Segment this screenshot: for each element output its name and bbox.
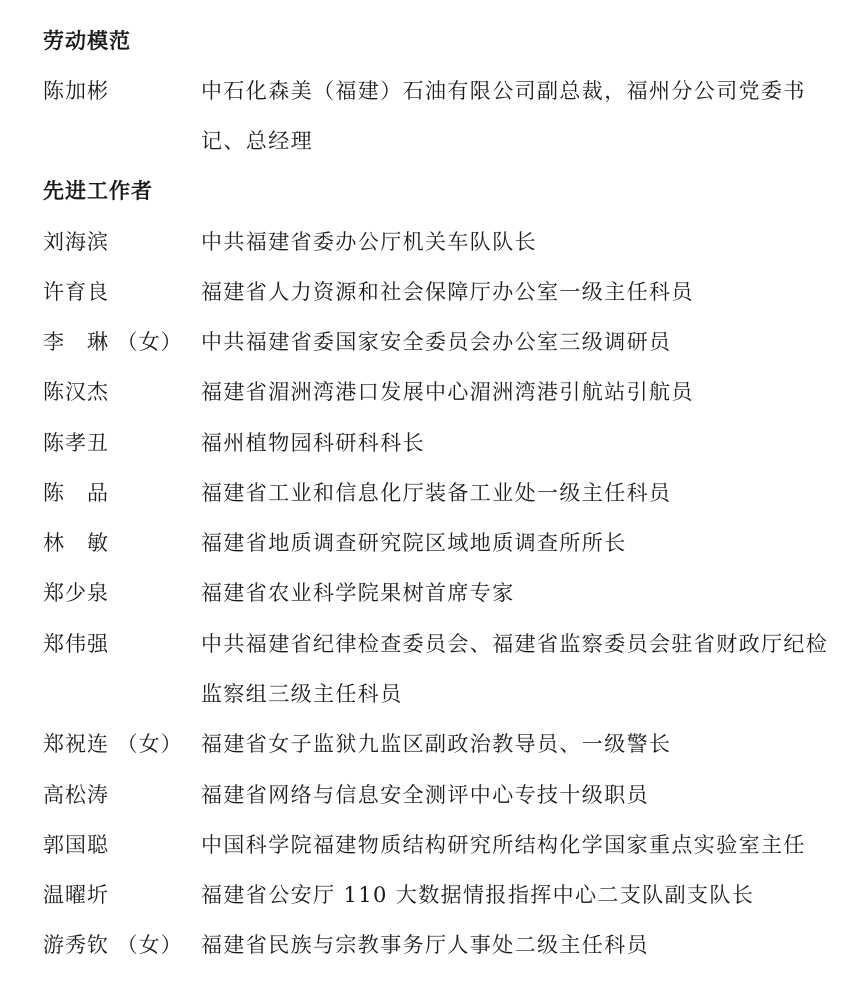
entry-title: 中共福建省纪律检查委员会、福建省监察委员会驻省财政厅纪检监察组三级主任科员: [201, 632, 829, 706]
entry-name: 郑祝连 （女）: [43, 732, 183, 756]
entry-title: 中共福建省委国家安全委员会办公室三级调研员: [201, 330, 672, 354]
entry-title: 福建省网络与信息安全测评中心专技十级职员: [201, 783, 649, 807]
entry-name: 陈加彬: [43, 79, 109, 103]
entry-name: 李 琳 （女）: [43, 330, 183, 354]
entry-title: 中国科学院福建物质结构研究所结构化学国家重点实验室主任: [201, 833, 806, 857]
entry-title: 中共福建省委办公厅机关车队队长: [201, 230, 537, 254]
entry-title: 福建省湄洲湾港口发展中心湄洲湾港引航站引航员: [201, 380, 694, 404]
entry-name: 陈孝丑: [43, 431, 109, 455]
entry-title: 福建省人力资源和社会保障厅办公室一级主任科员: [201, 280, 694, 304]
entry-name: 温曜圻: [43, 883, 109, 907]
entry-name: 游秀钦 （女）: [43, 933, 183, 957]
section-heading-model-workers: 劳动模范: [43, 29, 131, 53]
entry-title: 福建省农业科学院果树首席专家: [201, 581, 515, 605]
entry-title: 福建省民族与宗教事务厅人事处二级主任科员: [201, 933, 649, 957]
entry-title: 福州植物园科研科科长: [201, 431, 425, 455]
entry-title: 福建省公安厅 110 大数据情报指挥中心二支队副支队长: [201, 883, 755, 907]
entry-name: 陈 品: [43, 481, 109, 505]
entry-name: 陈汉杰: [43, 380, 109, 404]
entry-name: 林 敏: [43, 531, 109, 555]
entry-name: 高松涛: [43, 783, 109, 807]
entry-title: 福建省女子监狱九监区副政治教导员、一级警长: [201, 732, 672, 756]
entry-name: 刘海滨: [43, 230, 109, 254]
entry-name: 郑少泉: [43, 581, 109, 605]
entry-name: 郑伟强: [43, 632, 109, 656]
section-heading-advanced-workers: 先进工作者: [43, 179, 153, 203]
entry-title: 福建省地质调查研究院区域地质调查所所长: [201, 531, 627, 555]
entry-title: 中石化森美（福建）石油有限公司副总裁，福州分公司党委书记、总经理: [201, 79, 806, 153]
entry-title: 福建省工业和信息化厅装备工业处一级主任科员: [201, 481, 672, 505]
entry-name: 郭国聪: [43, 833, 109, 857]
entry-name: 许育良: [43, 280, 109, 304]
